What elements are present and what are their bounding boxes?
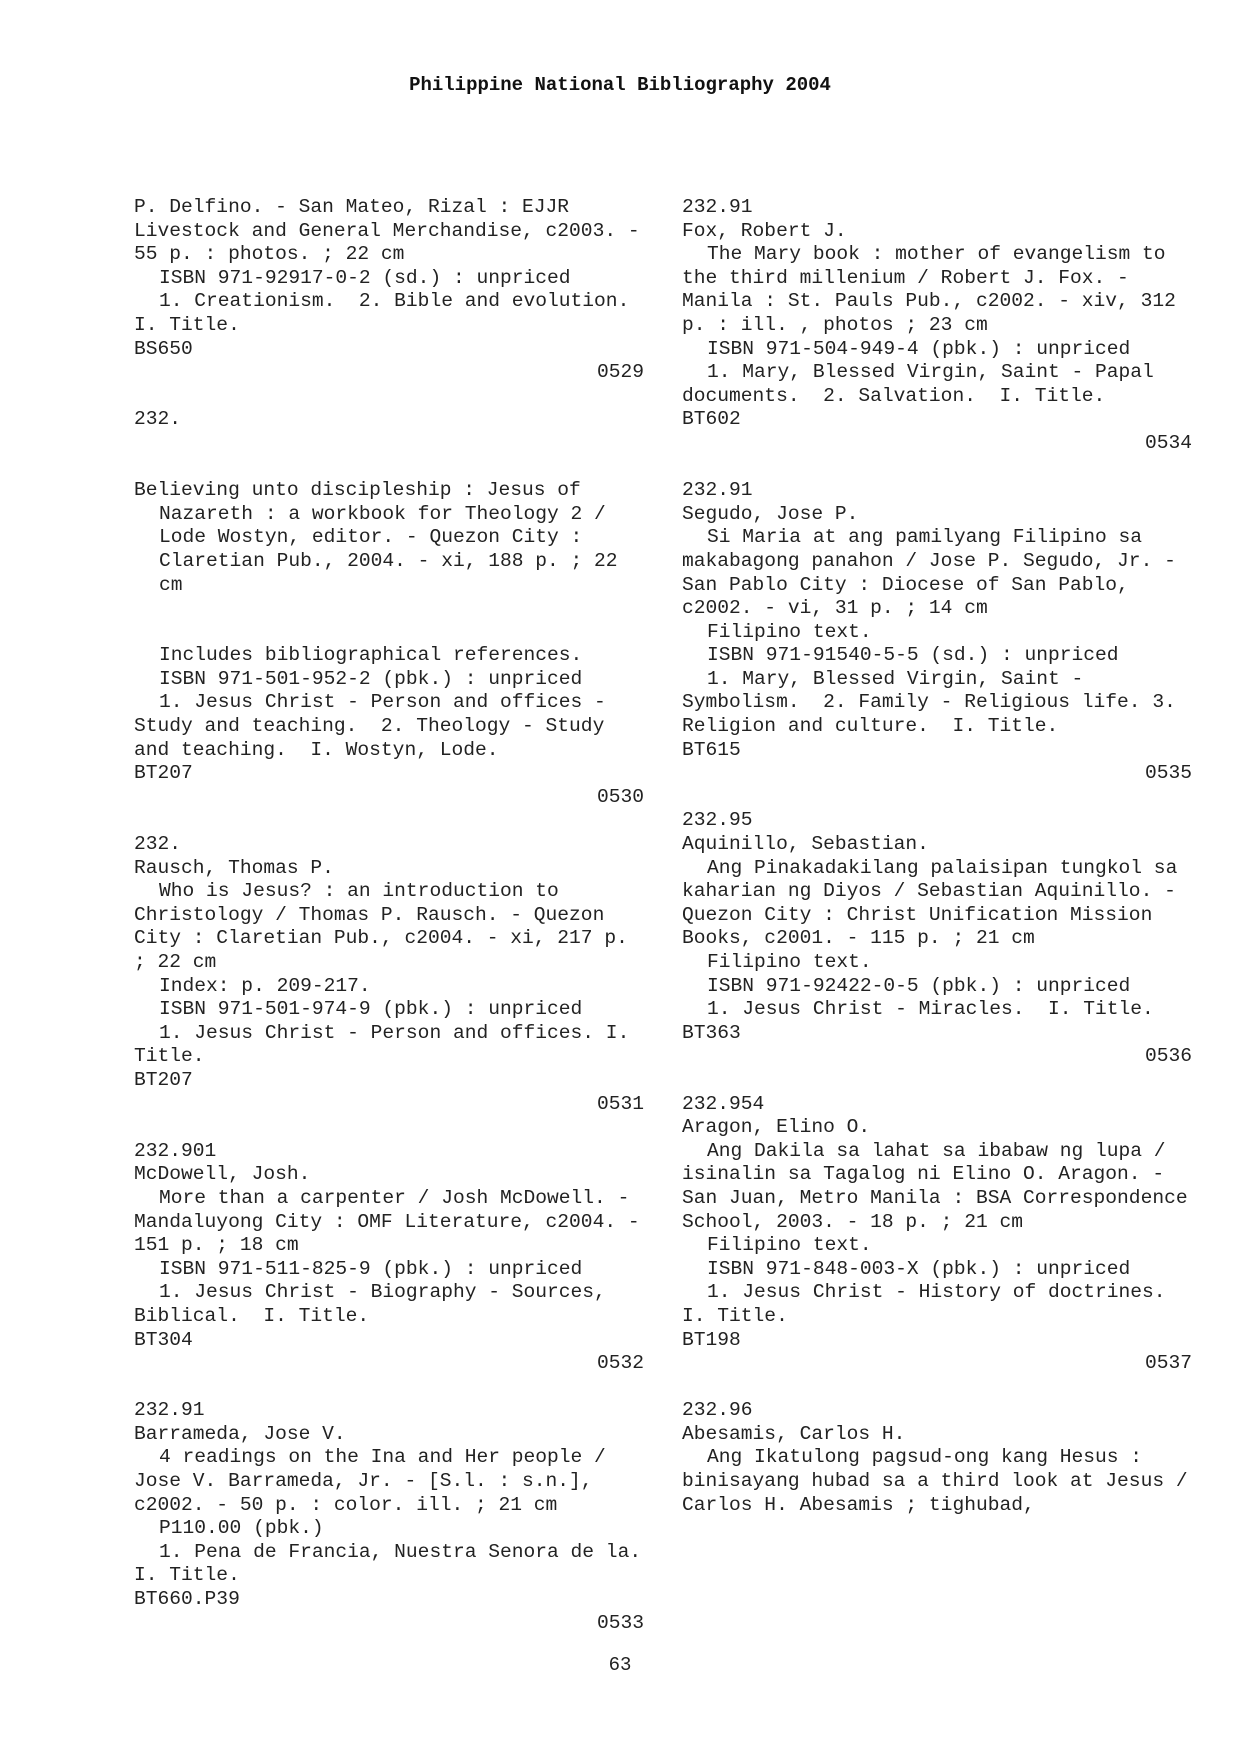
entry-title-main bbox=[134, 432, 644, 644]
bib-entry bbox=[134, 408, 644, 809]
page-number: 63 bbox=[608, 1654, 632, 1676]
entry-call-number: BT660.P39 bbox=[134, 1588, 240, 1611]
entry-subjects: 1. Jesus Christ - Biography - Sources, Biblical. I. Title. bbox=[134, 1281, 618, 1327]
entry-author: Abesamis, Carlos H. bbox=[682, 1422, 906, 1445]
entry-control-number: 0536 bbox=[1144, 1045, 1192, 1068]
entry-title-main: Who is Jesus? : an introduction to Christology / Thomas P. Rausch. - Quezon City : Claretian Pub., c2004. - xi, 217 p. ; 22 cm bbox=[134, 880, 640, 973]
entry-subjects: 1. Jesus Christ - Person and offices - Study and teaching. 2. Theology - Study and teaching. I. Wostyn, Lode. bbox=[134, 691, 618, 761]
entry-class-number: 232.91 bbox=[682, 479, 753, 502]
entry-isbn: ISBN 971-501-952-2 (pbk.) : unpriced bbox=[159, 667, 583, 690]
bib-entry bbox=[682, 479, 1192, 786]
entry-control-number: 0530 bbox=[596, 785, 644, 808]
page-title: Philippine National Bibliography 2004 bbox=[409, 74, 831, 96]
entry-call-number: BT304 bbox=[134, 1328, 193, 1351]
entry-isbn: ISBN 971-848-003-X (pbk.) : unpriced bbox=[707, 1257, 1131, 1280]
entry-subjects: 1. Mary, Blessed Virgin, Saint - Symbolism. 2. Family - Religious life. 3. Religion and culture. I. Title. bbox=[682, 667, 1188, 738]
entry-class-number: 232. bbox=[134, 408, 182, 431]
entry-class-number: 232.91 bbox=[134, 1399, 205, 1422]
entry-author: Barrameda, Jose V. bbox=[134, 1422, 346, 1445]
entry-call-number: BT198 bbox=[682, 1328, 741, 1351]
entry-control-number: 0534 bbox=[1144, 431, 1192, 454]
entry-price: P110.00 (pbk.) bbox=[159, 1517, 324, 1540]
bib-entry bbox=[134, 1399, 665, 1635]
entry-title-main: 4 readings on the Ina and Her people / Jose V. Barrameda, Jr. - [S.l. : s.n.], c2002. - 50 p. : color. ill. ; 21 cm bbox=[134, 1446, 618, 1516]
right-column bbox=[682, 196, 1200, 1541]
entry-control-number: 0529 bbox=[596, 361, 644, 384]
entry-call-number: BS650 bbox=[134, 337, 193, 360]
entry-control-number: 0531 bbox=[596, 1092, 644, 1115]
entry-class-number: 232.96 bbox=[682, 1399, 753, 1422]
entry-title-text: Believing unto discipleship : Jesus of Nazareth : a workbook for Theology 2 / Lode Wostyn, editor. - Quezon City : Claretian Pub., 2004. - xi, 188 p. ; 22 cm bbox=[134, 479, 630, 596]
left-column bbox=[134, 196, 665, 1659]
entry-subjects: 1. Jesus Christ - Miracles. I. Title. bbox=[707, 998, 1154, 1021]
entry-isbn: ISBN 971-92422-0-5 (pbk.) : unpriced bbox=[707, 974, 1131, 997]
bib-entry bbox=[134, 833, 644, 1116]
bib-entry bbox=[682, 809, 1192, 1069]
entry-call-number: BT615 bbox=[682, 738, 741, 761]
entry-title-main: The Mary book : mother of evangelism to the third millenium / Robert J. Fox. - Manila : St. Pauls Pub., c2002. - xiv, 312 p. : ill. , photos ; 23 cm bbox=[682, 243, 1188, 336]
entry-class-number: 232.91 bbox=[682, 196, 753, 218]
entry-isbn: ISBN 971-511-825-9 (pbk.) : unpriced bbox=[159, 1257, 583, 1280]
entry-author: Rausch, Thomas P. bbox=[134, 856, 334, 879]
entry-author: Aragon, Elino O. bbox=[682, 1116, 871, 1139]
entry-title-main: Ang Ikatulong pagsud-ong kang Hesus : binisayang hubad sa a third look at Jesus / Carlos H. Abesamis ; tighubad, bbox=[682, 1446, 1200, 1516]
entry-class-number: 232.95 bbox=[682, 809, 753, 832]
bib-entry bbox=[682, 196, 1192, 456]
entry-control-number: 0532 bbox=[596, 1352, 644, 1375]
entry-author: Segudo, Jose P. bbox=[682, 502, 859, 525]
entry-note: Includes bibliographical references. bbox=[159, 644, 583, 667]
entry-title-main: Si Maria at ang pamilyang Filipino sa makabagong panahon / Jose P. Segudo, Jr. - San Pablo City : Diocese of San Pablo, c2002. - vi, 31 p. ; 14 cm bbox=[682, 526, 1188, 620]
bib-entry bbox=[682, 1092, 1200, 1376]
entry-note: Index: p. 209-217. bbox=[159, 974, 371, 997]
entry-note: Filipino text. bbox=[707, 951, 872, 973]
entry-note: Filipino text. bbox=[707, 620, 872, 643]
entry-subjects: 1. Mary, Blessed Virgin, Saint - Papal documents. 2. Salvation. I. Title. bbox=[682, 361, 1166, 407]
bib-entry bbox=[134, 196, 653, 385]
entry-call-number: BT207 bbox=[134, 1068, 193, 1091]
entry-subjects: 1. Jesus Christ - History of doctrines. I. Title. bbox=[682, 1281, 1190, 1327]
entry-isbn: ISBN 971-91540-5-5 (sd.) : unpriced bbox=[707, 644, 1119, 667]
entry-isbn: ISBN 971-92917-0-2 (sd.) : unpriced bbox=[159, 266, 571, 289]
entry-note: Filipino text. bbox=[707, 1234, 872, 1257]
entry-control-number: 0537 bbox=[1144, 1352, 1192, 1375]
entry-isbn: ISBN 971-504-949-4 (pbk.) : unpriced bbox=[707, 337, 1131, 360]
bib-entry bbox=[134, 1139, 652, 1376]
entry-class-number: 232.901 bbox=[134, 1139, 217, 1162]
entry-title-main: More than a carpenter / Josh McDowell. - Mandaluyong City : OMF Literature, c2004. - 151 p. ; 18 cm bbox=[134, 1186, 652, 1257]
entry-class-number: 232. bbox=[134, 833, 182, 856]
entry-title-main: Ang Pinakadakilang palaisipan tungkol sa kaharian ng Diyos / Sebastian Aquinillo. - Quezon City : Christ Unification Mission Books, c2001. - 115 p. ; 21 cm bbox=[682, 856, 1190, 950]
entry-subjects: 1. Pena de Francia, Nuestra Senora de la. I. Title. bbox=[134, 1540, 665, 1587]
entry-subjects: 1. Jesus Christ - Person and offices. I. Title. bbox=[134, 1021, 642, 1068]
entry-control-number: 0535 bbox=[1144, 762, 1192, 785]
entry-author: Aquinillo, Sebastian. bbox=[682, 833, 929, 856]
entry-title-main: Ang Dakila sa lahat sa ibabaw ng lupa / isinalin sa Tagalog ni Elino O. Aragon. - San Juan, Metro Manila : BSA Correspondence School, 2003. - 18 p. ; 21 cm bbox=[682, 1139, 1200, 1233]
bib-entry bbox=[682, 1399, 1200, 1517]
entry-call-number: BT602 bbox=[682, 408, 741, 431]
entry-class-number: 232.954 bbox=[682, 1092, 765, 1115]
entry-description: P. Delfino. - San Mateo, Rizal : EJJR Livestock and General Merchandise, c2003. - 55 p. : photos. ; 22 cm bbox=[134, 196, 652, 266]
entry-control-number: 0533 bbox=[596, 1611, 644, 1634]
entry-call-number: BT207 bbox=[134, 762, 193, 785]
entry-author: Fox, Robert J. bbox=[682, 219, 847, 242]
entry-subjects: 1. Creationism. 2. Bible and evolution. I. Title. bbox=[134, 290, 653, 336]
entry-isbn: ISBN 971-501-974-9 (pbk.) : unpriced bbox=[159, 998, 583, 1021]
entry-author: McDowell, Josh. bbox=[134, 1163, 311, 1186]
entry-call-number: BT363 bbox=[682, 1021, 741, 1044]
